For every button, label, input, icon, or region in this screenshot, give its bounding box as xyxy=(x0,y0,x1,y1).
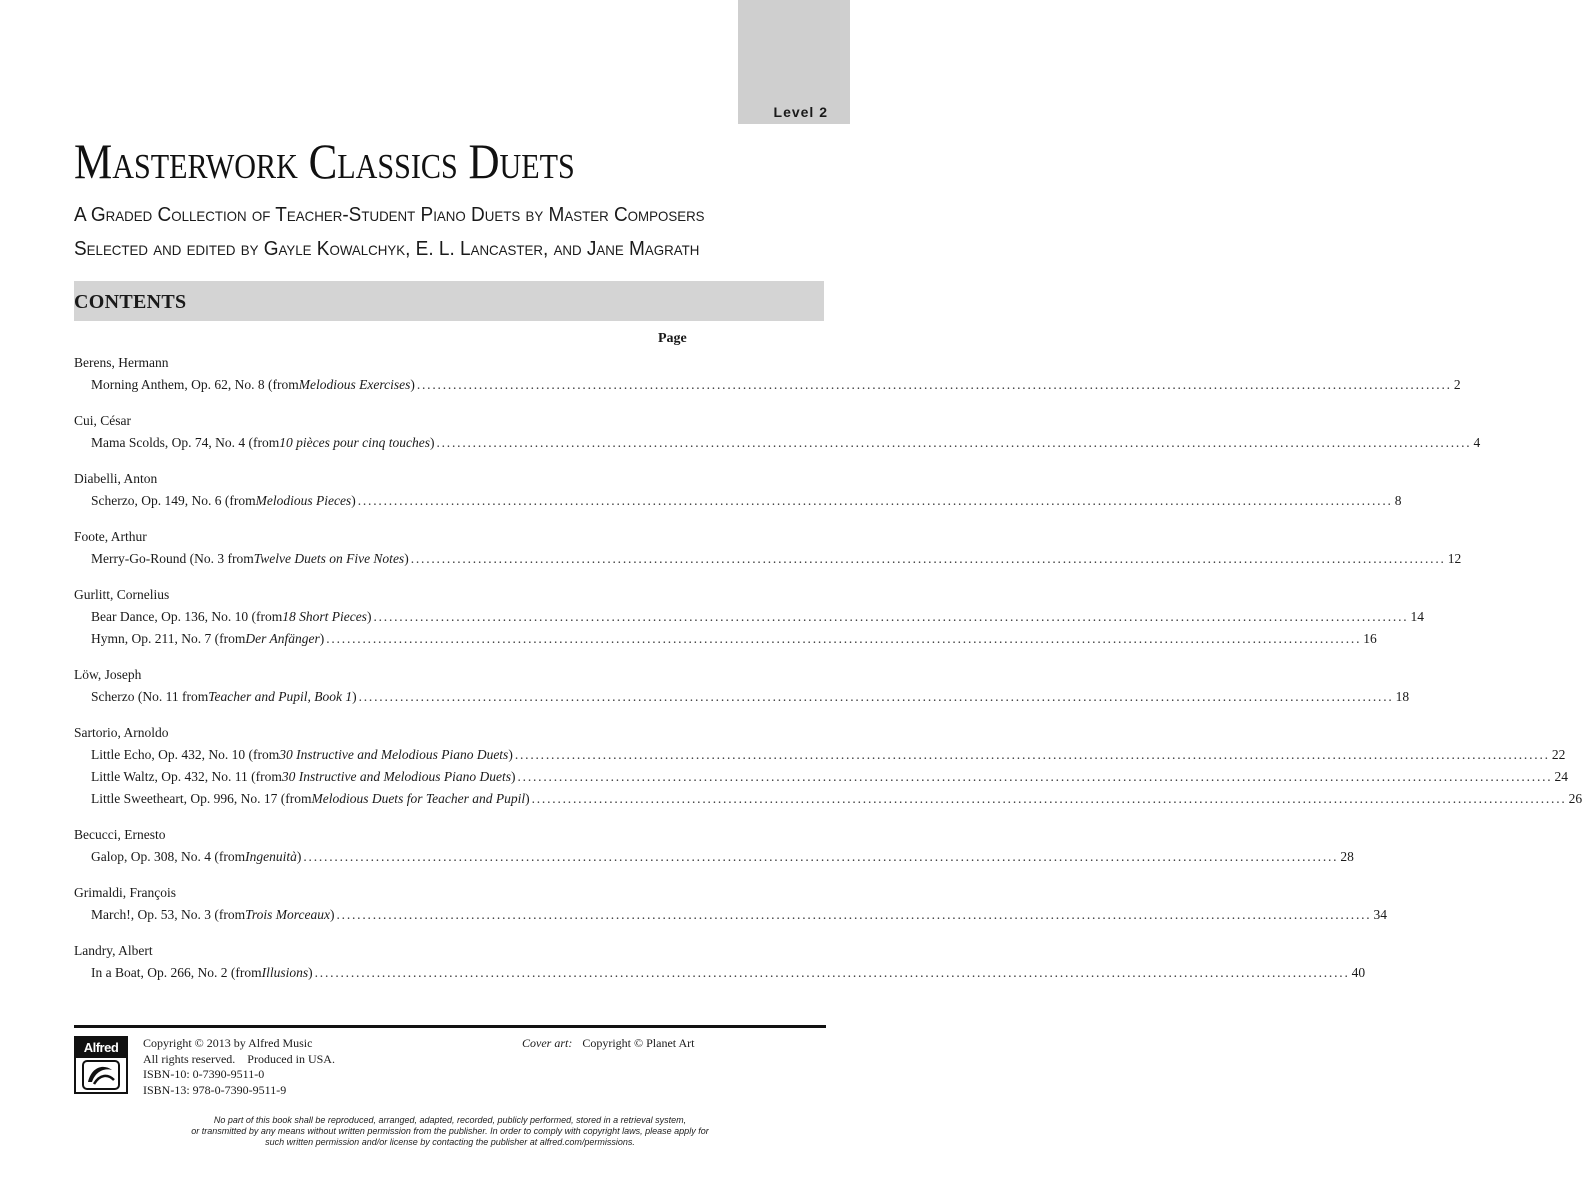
piece-source: Illusions xyxy=(261,965,309,980)
alfred-logo xyxy=(74,1036,128,1094)
dot-leader: ........................................................................................................................................................................................................ xyxy=(314,965,1350,980)
cover-art-label: Cover art: xyxy=(522,1036,573,1050)
composer-name: Berens, Hermann xyxy=(74,355,169,370)
dot-leader: ........................................................................................................................................................................................................ xyxy=(531,791,1567,806)
composer-name: Diabelli, Anton xyxy=(74,471,158,486)
page-number: 24 xyxy=(1554,769,1568,784)
piece-title: Galop, Op. 308, No. 4 (from xyxy=(91,849,246,864)
piece-source: 18 Short Pieces xyxy=(282,609,367,624)
page-number: 28 xyxy=(1340,849,1354,864)
piece-source: 30 Instructive and Melodious Piano Duets xyxy=(279,747,509,762)
dot-leader: ........................................................................................................................................................................................................ xyxy=(373,609,1409,624)
piece-close: ) xyxy=(319,631,325,646)
piece-title: In a Boat, Op. 266, No. 2 (from xyxy=(91,965,262,980)
composer-name: Foote, Arthur xyxy=(74,529,147,544)
piece-source: Ingenuità xyxy=(245,849,297,864)
rights-line: All rights reserved. Produced in USA. xyxy=(143,1051,335,1066)
isbn13-line: ISBN-13: 978-0-7390-9511-9 xyxy=(143,1082,287,1097)
piece-title: Merry-Go-Round (No. 3 from xyxy=(91,551,254,566)
contents-entry xyxy=(74,788,1582,810)
page-number: 14 xyxy=(1410,609,1424,624)
contents-entry xyxy=(74,628,1377,650)
alfred-wordmark: Alfred xyxy=(76,1038,126,1058)
dot-leader: ........................................................................................................................................................................................................ xyxy=(357,493,1393,508)
page-number: 18 xyxy=(1395,689,1410,704)
piece-close: ) xyxy=(366,609,372,624)
page-number: 4 xyxy=(1473,435,1481,450)
level-label: Level 2 xyxy=(773,104,828,120)
page-number: 2 xyxy=(1453,377,1461,392)
piece-close: ) xyxy=(352,689,357,704)
piece-close: ) xyxy=(404,551,409,566)
copyright-block xyxy=(143,1036,335,1098)
composer-name: Gurlitt, Cornelius xyxy=(74,587,170,602)
page-number: 40 xyxy=(1351,965,1366,980)
dot-leader: ........................................................................................................................................................................................................ xyxy=(410,551,1446,566)
piece-source: Trois Morceaux xyxy=(245,907,330,922)
contents-heading-bar xyxy=(74,281,824,321)
dot-leader: ........................................................................................................................................................................................................ xyxy=(336,907,1372,922)
piece-source: Der Anfänger xyxy=(245,631,320,646)
dot-leader: ........................................................................................................................................................................................................ xyxy=(416,377,1452,392)
piece-source: 30 Instructive and Melodious Piano Duets xyxy=(281,769,511,784)
contents-entry xyxy=(74,766,1568,788)
legal-line: or transmitted by any means without written permission from the publisher. In order to comply with copyright laws, please apply for xyxy=(191,1126,709,1136)
page-column-label: Page xyxy=(658,331,687,346)
piece-title: March!, Op. 53, No. 3 (from xyxy=(91,907,246,922)
piece-close: ) xyxy=(308,965,313,980)
contents-entry xyxy=(74,606,1424,628)
legal-line: such written permission and/or license by contacting the publisher at alfred.com/permissions. xyxy=(265,1137,635,1147)
isbn10-line: ISBN-10: 0-7390-9511-0 xyxy=(143,1067,265,1081)
piece-close: ) xyxy=(508,747,513,762)
legal-notice xyxy=(74,1115,826,1148)
piece-title: Morning Anthem, Op. 62, No. 8 (from xyxy=(91,377,299,392)
alfred-emblem-icon xyxy=(82,1060,120,1090)
piece-title: Scherzo (No. 11 from xyxy=(91,689,209,704)
contents-entry xyxy=(74,744,1566,766)
piece-close: ) xyxy=(410,377,415,392)
contents-entry xyxy=(74,846,1354,868)
dot-leader: ........................................................................................................................................................................................................ xyxy=(326,631,1362,646)
composer-name: Cui, César xyxy=(74,413,131,428)
piece-source: Melodious Pieces xyxy=(255,493,352,508)
copyright-line: Copyright © 2013 by Alfred Music xyxy=(143,1036,313,1050)
page-number: 16 xyxy=(1363,631,1377,646)
piece-title: Hymn, Op. 211, No. 7 (from xyxy=(91,631,246,646)
dot-leader: ........................................................................................................................................................................................................ xyxy=(517,769,1553,784)
page-number: 22 xyxy=(1551,747,1566,762)
piece-title: Mama Scolds, Op. 74, No. 4 (from xyxy=(91,435,280,450)
cover-art-value: Copyright © Planet Art xyxy=(582,1036,695,1050)
piece-title: Little Sweetheart, Op. 996, No. 17 (from xyxy=(91,791,312,806)
footer-rule xyxy=(74,1025,826,1028)
piece-source: Teacher and Pupil, Book 1 xyxy=(208,689,353,704)
contents-entry xyxy=(74,548,1462,570)
piece-title: Bear Dance, Op. 136, No. 10 (from xyxy=(91,609,283,624)
piece-source: Melodious Duets for Teacher and Pupil xyxy=(311,791,526,806)
dot-leader: ........................................................................................................................................................................................................ xyxy=(436,435,1472,450)
contents-heading: CONTENTS xyxy=(74,291,187,313)
piece-close: ) xyxy=(429,435,435,450)
dot-leader: ........................................................................................................................................................................................................ xyxy=(358,689,1394,704)
piece-source: 10 pièces pour cinq touches xyxy=(279,435,430,450)
composer-name: Löw, Joseph xyxy=(74,667,142,682)
contents-entry xyxy=(74,962,1366,984)
piece-close: ) xyxy=(296,849,302,864)
composer-name: Sartorio, Arnoldo xyxy=(74,725,169,740)
dot-leader: ........................................................................................................................................................................................................ xyxy=(514,747,1550,762)
composer-name: Grimaldi, François xyxy=(74,885,176,900)
contents-entry xyxy=(74,374,1461,396)
piece-title: Scherzo, Op. 149, No. 6 (from xyxy=(91,493,256,508)
contents-entry xyxy=(74,686,1410,708)
subtitle-collection: A Graded Collection of Teacher-Student Piano Duets by Master Composers xyxy=(74,204,705,226)
piece-close: ) xyxy=(510,769,516,784)
piece-source: Melodious Exercises xyxy=(298,377,411,392)
dot-leader: ........................................................................................................................................................................................................ xyxy=(303,849,1339,864)
contents-entry xyxy=(74,490,1402,512)
level-tab xyxy=(738,0,850,124)
contents-entry xyxy=(74,432,1481,454)
piece-source: Twelve Duets on Five Notes xyxy=(253,551,405,566)
piece-close: ) xyxy=(351,493,356,508)
subtitle-editors: Selected and edited by Gayle Kowalchyk, E. L. Lancaster, and Jane Magrath xyxy=(74,238,700,260)
book-title: Masterwork Classics Duets xyxy=(74,133,575,189)
composer-name: Landry, Albert xyxy=(74,943,153,958)
legal-line: No part of this book shall be reproduced, arranged, adapted, recorded, publicly performed, stored in a retrieval system, xyxy=(213,1115,687,1125)
page-number: 12 xyxy=(1447,551,1462,566)
contents-entry xyxy=(74,904,1387,926)
page-number: 26 xyxy=(1568,791,1582,806)
page-number: 8 xyxy=(1394,493,1402,508)
page-number: 34 xyxy=(1373,907,1387,922)
piece-close: ) xyxy=(525,791,530,806)
piece-title: Little Echo, Op. 432, No. 10 (from xyxy=(91,747,280,762)
piece-close: ) xyxy=(329,907,335,922)
composer-name: Becucci, Ernesto xyxy=(74,827,166,842)
cover-art-credit xyxy=(522,1036,694,1051)
contents-list xyxy=(74,352,1582,984)
piece-title: Little Waltz, Op. 432, No. 11 (from xyxy=(91,769,282,784)
